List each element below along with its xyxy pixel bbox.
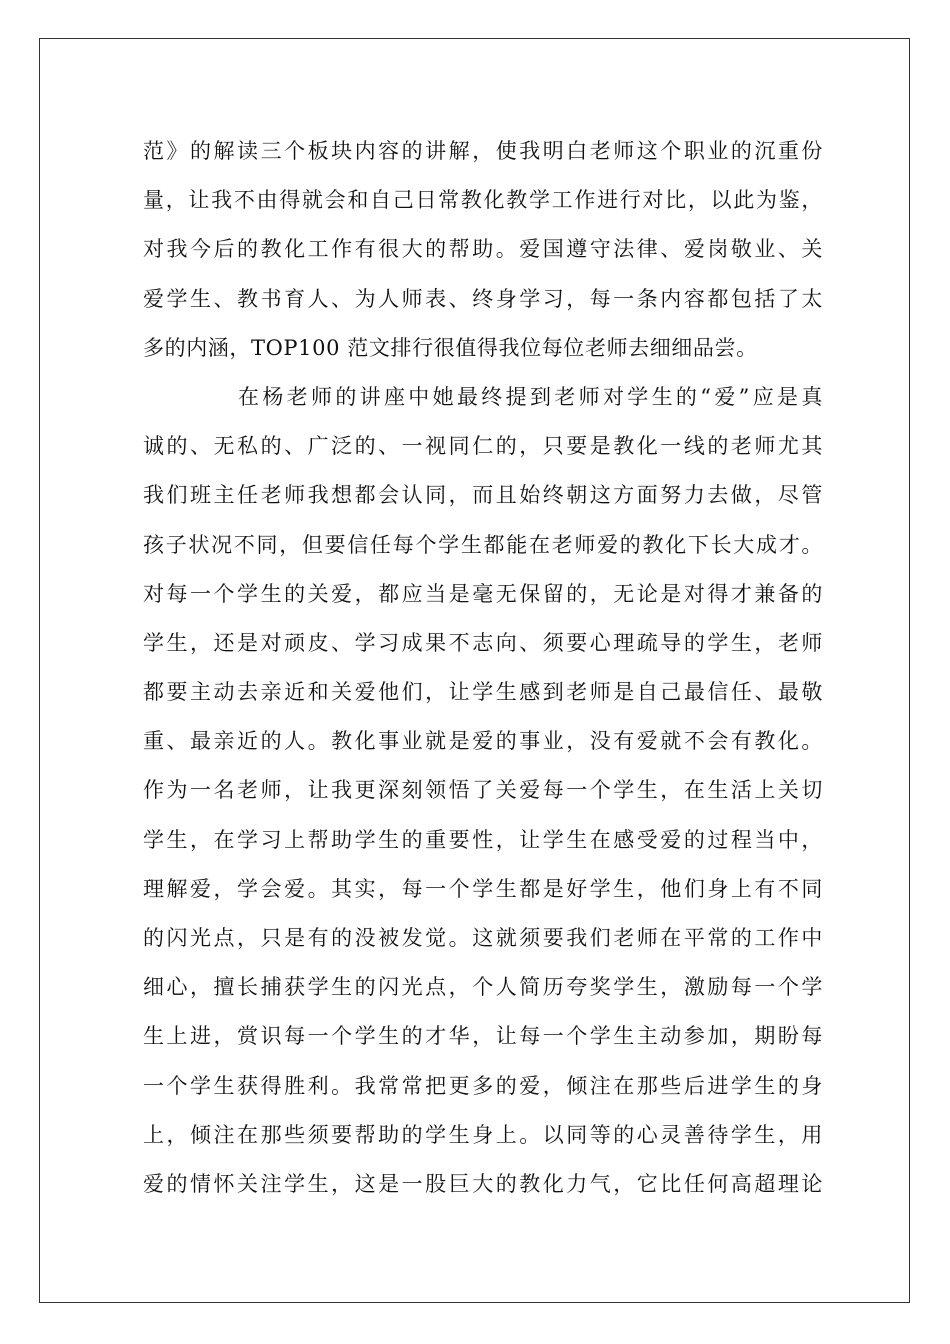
text-line: 在杨老师的讲座中她最终提到老师对学生的“爱”应是真 <box>238 384 823 409</box>
text-line: 学生，还是对顽皮、学习成果不志向、须要心理疏导的学生，老师 <box>143 630 823 655</box>
text-line: 孩子状况不同，但要信任每个学生都能在老师爱的教化下长大成才。 <box>143 532 823 557</box>
text-line: 爱的情怀关注学生，这是一股巨大的教化力气，它比任何高超理论 <box>143 1171 823 1196</box>
text-line: 上，倾注在那些须要帮助的学生身上。以同等的心灵善待学生，用 <box>143 1122 823 1147</box>
text-line: 对我今后的教化工作有很大的帮助。爱国遵守法律、爱岗敬业、关 <box>143 237 823 262</box>
text-line: 理解爱，学会爱。其实，每一个学生都是好学生，他们身上有不同 <box>143 876 823 901</box>
text-line: 诚的、无私的、广泛的、一视同仁的，只要是教化一线的老师尤其 <box>143 434 823 459</box>
text-line: 生上进，赏识每一个学生的才华，让每一个学生主动参加，期盼每 <box>143 1024 823 1049</box>
text-line: 的闪光点，只是有的没被发觉。这就须要我们老师在平常的工作中 <box>143 926 823 950</box>
text-line: 都要主动去亲近和关爱他们，让学生感到老师是自己最信任、最敬 <box>143 680 823 705</box>
text-line: 范》的解读三个板块内容的讲解，使我明白老师这个职业的沉重份 <box>143 139 823 163</box>
text-line: 多的内涵，TOP100 范文排行很值得我位每位老师去细细品尝。 <box>143 335 758 360</box>
text-line: 爱学生、教书育人、为人师表、终身学习，每一条内容都包括了太 <box>143 286 823 311</box>
text-line: 对每一个学生的关爱，都应当是毫无保留的，无论是对得才兼备的 <box>143 581 823 606</box>
text-line: 细心，擅长捕获学生的闪光点，个人简历夸奖学生，激励每一个学 <box>143 975 823 1000</box>
text-line: 我们班主任老师我想都会认同，而且始终朝这方面努力去做，尽管 <box>143 483 823 508</box>
text-line: 学生，在学习上帮助学生的重要性，让学生在感受爱的过程当中， <box>143 827 823 852</box>
text-line: 重、最亲近的人。教化事业就是爱的事业，没有爱就不会有教化。 <box>143 729 823 754</box>
text-line: 量，让我不由得就会和自己日常教化教学工作进行对比，以此为鉴， <box>143 188 823 213</box>
text-line: 一个学生获得胜利。我常常把更多的爱，倾注在那些后进学生的身 <box>143 1073 823 1098</box>
document-body <box>143 127 823 1209</box>
text-line: 作为一名老师，让我更深刻领悟了关爱每一个学生，在生活上关切 <box>143 778 823 803</box>
